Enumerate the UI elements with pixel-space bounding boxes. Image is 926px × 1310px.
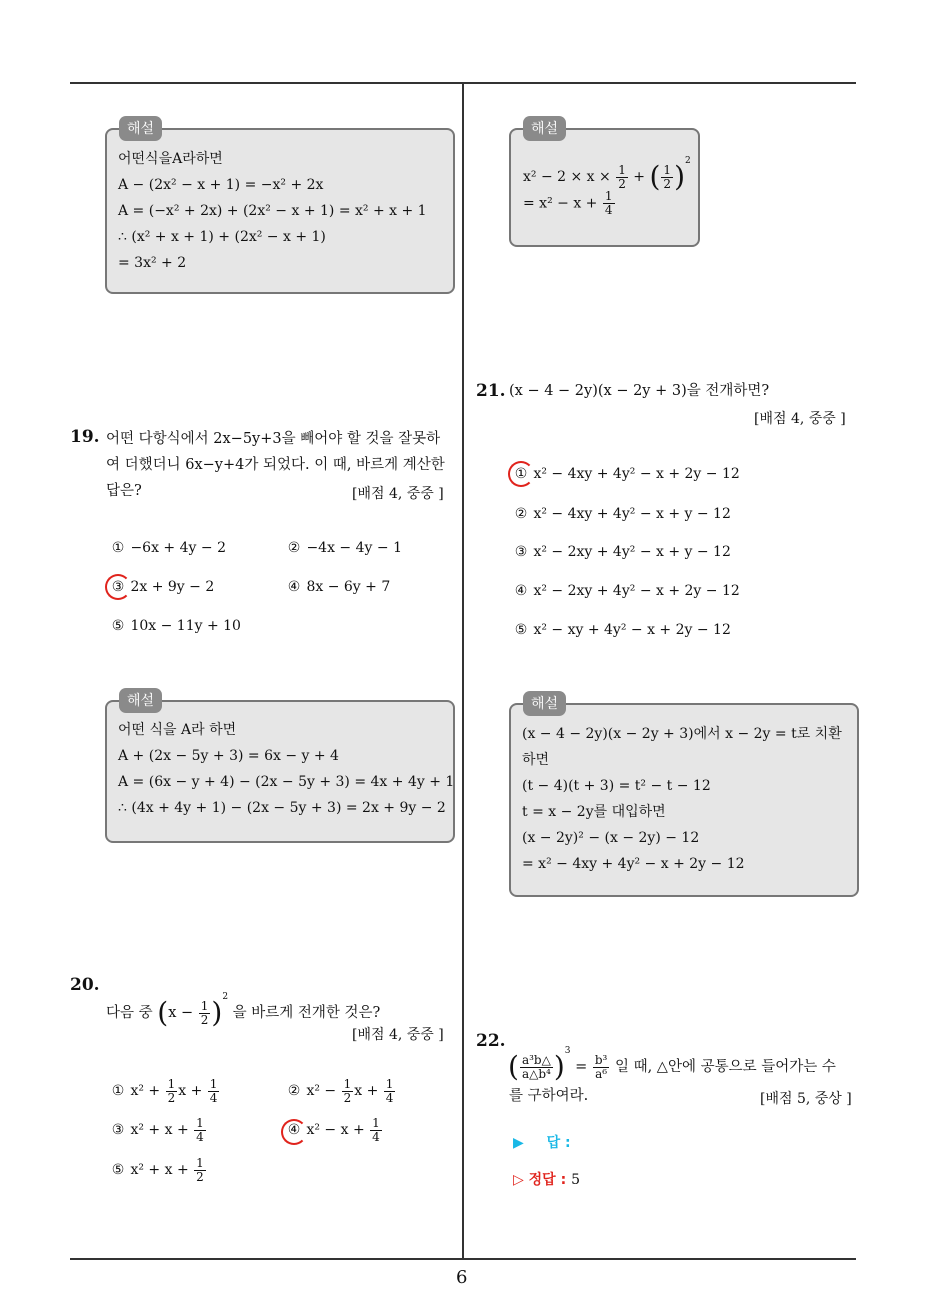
solution-line: A + (2x − 5y + 3) = 6x − y + 4 [118, 748, 339, 764]
option-3[interactable]: ③ x² + x + $\frac{1}{4}$ [111, 1115, 204, 1144]
solution-tag: 해설 [523, 116, 566, 141]
score-info: [배점 4, 중중 ] [754, 411, 846, 427]
solution-line: ∴ (x² + x + 1) + (2x² − x + 1) [118, 229, 326, 245]
option-1[interactable]: ① x² + $\frac{1}{2}$ x + $\frac{1}{4}$ [111, 1076, 218, 1105]
score-info: [배점 5, 중상 ] [760, 1091, 852, 1107]
solution-line: 하면 [522, 752, 550, 768]
answer-prompt[interactable] [513, 1132, 571, 1152]
option-4[interactable]: ④ x² − x + $\frac{1}{4}$ [287, 1115, 380, 1144]
selected-circle-mark [105, 574, 131, 600]
option-5[interactable]: ⑤ 10x − 11y + 10 [111, 618, 241, 634]
bottom-rule [70, 1258, 856, 1260]
option-5[interactable]: ⑤ x² − xy + 4y² − x + 2y − 12 [514, 622, 731, 638]
question-text: (x − 4 − 2y)(x − 2y + 3)을 전개하면? [509, 383, 770, 399]
solution-line: (t − 4)(t + 3) = t² − t − 12 [522, 778, 711, 794]
selected-circle-mark [508, 461, 534, 487]
option-5[interactable]: ⑤ x² + x + $\frac{1}{2}$ [111, 1155, 204, 1184]
solution-line: (x − 4 − 2y)(x − 2y + 3)에서 x − 2y = t로 치환 [522, 726, 842, 742]
option-2[interactable]: ② x² − 4xy + 4y² − x + y − 12 [514, 506, 731, 522]
score-info: [배점 4, 중중 ] [352, 486, 444, 502]
question-number: 22. [476, 1031, 506, 1051]
solution-tag: 해설 [119, 116, 162, 141]
option-2[interactable]: ② x² − $\frac{1}{2}$ x + $\frac{1}{4}$ [287, 1076, 394, 1105]
question-number: 19. [70, 427, 100, 447]
solution-tag: 해설 [119, 688, 162, 713]
option-1[interactable]: ① x² − 4xy + 4y² − x + 2y − 12 [514, 466, 740, 482]
option-4[interactable]: ④ x² − 2xy + 4y² − x + 2y − 12 [514, 583, 740, 599]
page-number: 6 [456, 1267, 468, 1288]
solution-line: 어떤 식을 A라 하면 [118, 722, 237, 738]
question-text: 다음 중 (x − $\frac{1}{2}$ )$^2$ 을 바르게 전개한 것은? [106, 992, 381, 1029]
solution-line: = x² − 4xy + 4y² − x + 2y − 12 [522, 856, 745, 872]
solution-line: = 3x² + 2 [118, 255, 187, 271]
correct-value: 5 [571, 1172, 580, 1188]
solution-line: A = (−x² + 2x) + (2x² − x + 1) = x² + x + 1 [118, 203, 427, 219]
solution-line: = x² − x + $\frac{1}{4}$ [523, 189, 613, 217]
option-3[interactable]: ③ x² − 2xy + 4y² − x + y − 12 [514, 544, 731, 560]
answer-label: 답 : [546, 1135, 571, 1151]
outline-triangle-icon: ▷ [513, 1172, 524, 1188]
solution-line: A − (2x² − x + 1) = −x² + 2x [118, 177, 324, 193]
option-4[interactable]: ④ 8x − 6y + 7 [287, 579, 391, 595]
question-text: ( $\frac{\text{a³b△}}{\text{a△b⁴}}$ )$^3$ = $\frac{\text{b³}}{\text{a⁶}}$ 일 때, △안에 공통으로 들어가는 수 [508, 1046, 836, 1083]
solution-line: A = (6x − y + 4) − (2x − 5y + 3) = 4x + 4y + 1 [118, 774, 455, 790]
option-1[interactable]: ① −6x + 4y − 2 [111, 540, 226, 556]
question-number: 20. [70, 975, 100, 995]
correct-answer [513, 1169, 580, 1189]
solution-line: ∴ (4x + 4y + 1) − (2x − 5y + 3) = 2x + 9y − 2 [118, 800, 446, 816]
solution-line: x² − 2 × x × $\frac{1}{2}$ + ( $\frac{1}{2}$ )$^2$ [523, 156, 691, 193]
option-3[interactable]: ③ 2x + 9y − 2 [111, 579, 215, 595]
score-info: [배점 4, 중중 ] [352, 1027, 444, 1043]
solution-tag: 해설 [523, 691, 566, 716]
solution-line: t = x − 2y를 대입하면 [522, 804, 666, 820]
question-text: 어떤 다항식에서 2x−5y+3을 빼어야 할 것을 잘못하 여 더했더니 6x−y+4가 되었다. 이 때, 바르게 계산한 답은? [106, 431, 445, 499]
option-2[interactable]: ② −4x − 4y − 1 [287, 540, 402, 556]
question-number: 21. [476, 381, 506, 401]
question-text: 를 구하여라. [509, 1088, 589, 1104]
play-triangle-icon: ▶ [513, 1135, 524, 1151]
selected-circle-mark [281, 1119, 307, 1145]
solution-line: 어떤식을A라하면 [118, 151, 223, 167]
column-divider [462, 83, 464, 1259]
correct-label: 정답 : [528, 1172, 567, 1188]
solution-line: (x − 2y)² − (x − 2y) − 12 [522, 830, 700, 846]
